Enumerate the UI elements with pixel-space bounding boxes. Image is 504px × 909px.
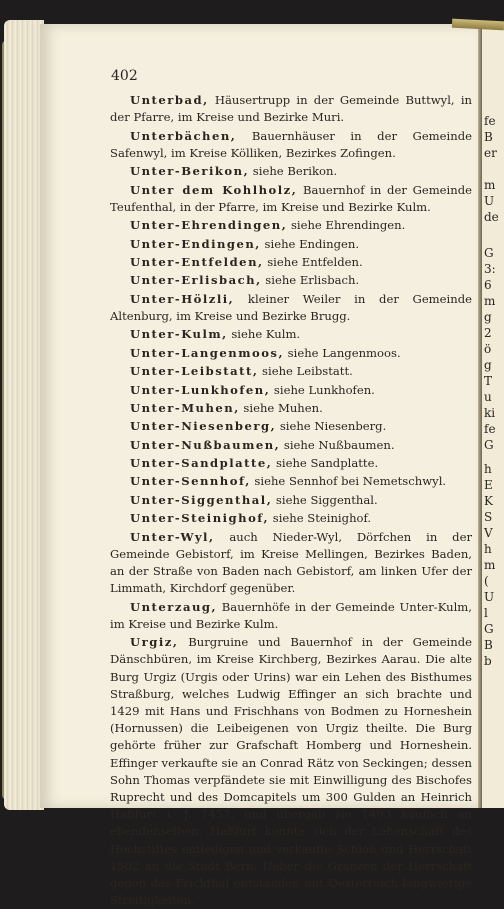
entry-headword: Unter-Nußbaumen, <box>130 437 281 452</box>
entry-headword: Unterbächen, <box>130 128 237 143</box>
entry-description: Bauernhäuser in der Gemeinde Safenwyl, im Kreise Kölliken, Bezirkes Zofingen. <box>110 128 472 160</box>
entry-description: siehe Lunkhofen. <box>270 382 375 397</box>
facing-page-fragment: m <box>484 294 496 308</box>
entry-headword: Unter-Berikon, <box>130 164 250 179</box>
entry-headword: Unter-Sennhof, <box>130 474 251 489</box>
entry-headword: Unter-Lunkhofen, <box>130 382 271 397</box>
gazetteer-entry <box>110 272 472 289</box>
entry-headword: Unter-Leibstatt, <box>130 364 259 379</box>
entry-headword: Unter-Ehrendingen, <box>130 218 288 233</box>
facing-page-fragment: 6 <box>484 278 492 292</box>
facing-page-fragment: ( <box>484 574 489 588</box>
entry-description: siehe Kulm. <box>227 327 301 342</box>
facing-page-fragment: S <box>484 510 493 524</box>
gazetteer-entry <box>110 492 472 509</box>
entry-headword: Unter-Erlisbach, <box>130 273 262 288</box>
facing-page-fragment: U <box>484 194 495 208</box>
entry-headword: Unter-Langenmoos, <box>130 345 284 360</box>
gazetteer-entry <box>110 326 472 343</box>
entry-headword: Unter-Kulm, <box>130 327 228 342</box>
entry-description: siehe Muhen. <box>239 400 323 415</box>
gazetteer-entry <box>110 634 472 909</box>
entry-description: siehe Steinighof. <box>269 511 372 526</box>
facing-page-fragment: V <box>484 526 493 540</box>
entry-headword: Unterzaug, <box>130 599 218 614</box>
facing-page-fragment: E <box>484 478 493 492</box>
gazetteer-entry <box>110 254 472 271</box>
gazetteer-entry <box>110 163 472 180</box>
gazetteer-entry <box>110 400 472 417</box>
facing-page-fragment: G <box>484 438 494 452</box>
facing-page-fragment: ö <box>484 342 492 356</box>
facing-page-fragment: de <box>484 210 499 224</box>
entry-headword: Unter-Siggenthal, <box>130 492 273 507</box>
facing-page-fragment: u <box>484 390 492 404</box>
facing-page-fragment: b <box>484 654 492 668</box>
facing-page-fragment: l <box>484 606 488 620</box>
facing-page-fragment: 2 <box>484 326 492 340</box>
gazetteer-entry <box>110 529 472 598</box>
entry-headword: Unter-Hölzli, <box>130 291 235 306</box>
book-page-right <box>482 24 504 808</box>
entry-description: auch Nieder-Wyl, Dörfchen in der Gemeinde Gebistorf, im Kreise Mellingen, Bezirkes Baden, an der Straße von Baden nach Gebistorf, am linken Ufer der Limmath, Kirchdorf gegenüber. <box>110 529 472 596</box>
entry-description: siehe Ehrendingen. <box>287 218 406 233</box>
gazetteer-entry <box>110 455 472 472</box>
gazetteer-entry <box>110 128 472 162</box>
entry-headword: Unter dem Kohlholz, <box>130 182 298 197</box>
gazetteer-text <box>110 92 472 909</box>
facing-page-fragment: T <box>484 374 493 388</box>
entry-description: siehe Erlisbach. <box>261 273 360 288</box>
gazetteer-entry <box>110 345 472 362</box>
entry-headword: Unter-Muhen, <box>130 400 240 415</box>
gazetteer-entry <box>110 599 472 633</box>
facing-page-fragment: er <box>484 146 497 160</box>
facing-page-fragment: B <box>484 638 493 652</box>
entry-headword: Unter-Niesenberg, <box>130 419 277 434</box>
entry-description: kleiner Weiler in der Gemeinde Altenburg, im Kreise und Bezirke Brugg. <box>110 291 472 323</box>
gazetteer-entry <box>110 182 472 216</box>
facing-page-fragment: ki <box>484 406 496 420</box>
facing-page-fragment: fe <box>484 422 496 436</box>
entry-headword: Unter-Endingen, <box>130 236 261 251</box>
facing-page-fragment: fe <box>484 114 496 128</box>
gazetteer-entry <box>110 473 472 490</box>
facing-page-fragment: G <box>484 246 494 260</box>
entry-headword: Urgiz, <box>130 635 179 650</box>
entry-description: siehe Berikon. <box>249 164 338 179</box>
entry-description: siehe Nußbaumen. <box>280 437 395 452</box>
facing-page-fragment: K <box>484 494 493 508</box>
facing-page-fragment: U <box>484 590 495 604</box>
entry-headword: Unterbad, <box>130 93 209 107</box>
entry-description: siehe Sennhof bei Nemetschwyl. <box>250 474 447 489</box>
entry-headword: Unter-Entfelden, <box>130 254 264 269</box>
gazetteer-entry <box>110 418 472 435</box>
entry-description: Häusertrupp in der Gemeinde Buttwyl, in der Pfarre, im Kreise und Bezirke Muri. <box>110 93 472 125</box>
gazetteer-entry <box>110 363 472 380</box>
entry-description: siehe Sandplatte. <box>272 456 379 471</box>
entry-headword: Unter-Sandplatte, <box>130 456 273 471</box>
entry-description: Bauernhöfe in der Gemeinde Unter-Kulm, im Kreise und Bezirke Kulm. <box>110 599 472 631</box>
entry-description: siehe Langenmoos. <box>284 345 401 360</box>
facing-page-fragment: m <box>484 558 496 572</box>
gazetteer-entry <box>110 291 472 325</box>
entry-description: Bauernhof in der Gemeinde Teufenthal, in der Pfarre, im Kreise und Bezirke Kulm. <box>110 182 473 214</box>
facing-page-fragment: 3: <box>484 262 496 276</box>
facing-page-fragment: g <box>484 358 492 372</box>
facing-page-fragment: g <box>484 310 492 324</box>
entry-description: siehe Entfelden. <box>263 254 363 269</box>
facing-page-fragment: h <box>484 462 492 476</box>
facing-page-fragment: B <box>484 130 493 144</box>
gazetteer-entry <box>110 236 472 253</box>
page-number: 402 <box>111 68 138 84</box>
entry-headword: Unter-Wyl, <box>130 529 215 544</box>
gazetteer-entry <box>110 437 472 454</box>
entry-description: Burgruine und Bauernhof in der Gemeinde Dänschbüren, im Kreise Kirchberg, Bezirkes Aarau. Die alte Burg Urgiz (Urgis oder Urins) war ein Lehen des Bisthumes Straßburg, welches Ludwig Effinger an sich brachte und 1429 mit Hans und Frischhans von Bodmen zu Horneshein (Hornussen) die Leibeigenen von Urgiz theilte. Die Burg gehörte früher zur Grafschaft Homberg und Horneshein. Effinger verkaufte sie an Conrad Rätz von Seckingen; dessen Sohn Thomas verpfändete sie mit Einwilligung des Bischofes Ruprecht und des Domcapitels um 300 Gulden an Heinrich Haßfurt i. J. 1457, und übergab sie 1493 käuflich an ebendenselben. Haßfurt konnte sich der Lehenschaft des Hochstiftes entledigen und verkaufte Schloß und Herrschaft 1502 an die Stadt Bern. Ueber die Gränzen der Herrschaft gegen das Frickthal entstanden mit Oesterreich langwierige Streitigkeiten. <box>110 635 472 908</box>
gazetteer-entry <box>110 510 472 527</box>
entry-description: siehe Endingen. <box>260 236 360 251</box>
facing-page-fragment: m <box>484 178 496 192</box>
gazetteer-entry <box>110 217 472 234</box>
facing-page-fragment: G <box>484 622 494 636</box>
entry-description: siehe Niesenberg. <box>276 419 387 434</box>
facing-page-fragment: h <box>484 542 492 556</box>
entry-description: siehe Siggenthal. <box>272 492 378 507</box>
page-edges <box>4 20 44 810</box>
gazetteer-entry <box>110 92 472 126</box>
entry-headword: Unter-Steinighof, <box>130 511 270 526</box>
gazetteer-entry <box>110 382 472 399</box>
entry-description: siehe Leibstatt. <box>258 364 353 379</box>
